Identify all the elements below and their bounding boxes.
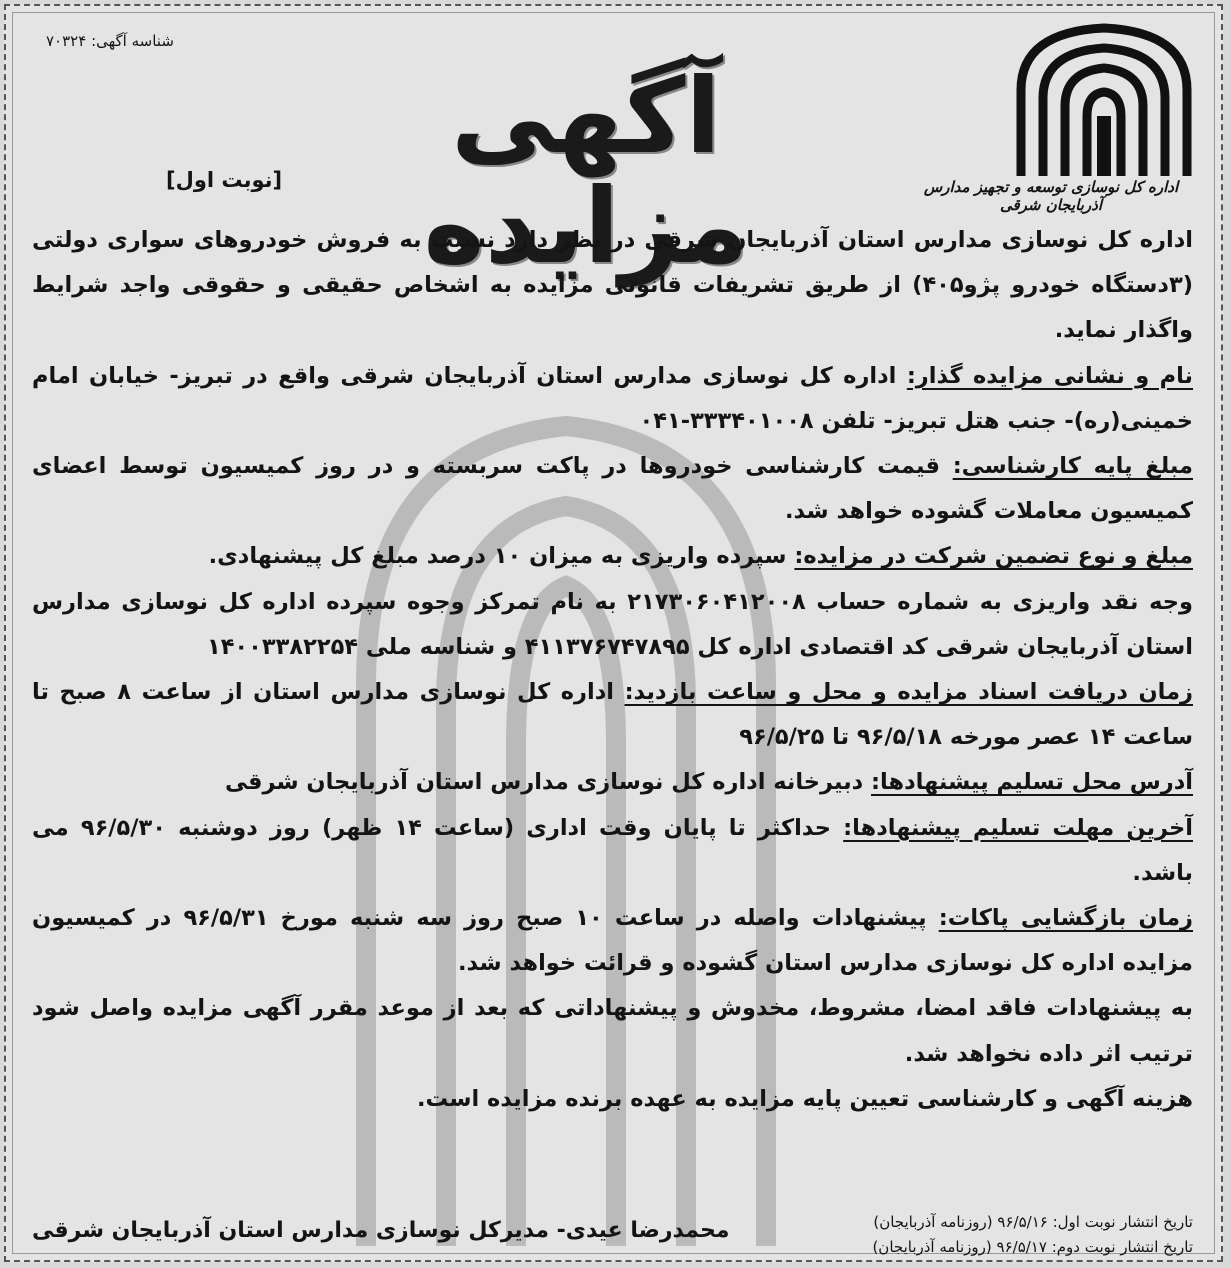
guarantee-text: سپرده واریزی به میزان ۱۰ درصد مبلغ کل پیشنهادی. xyxy=(208,543,795,570)
docs-text: اداره کل نوسازی مدارس استان از ساعت ۸ صبح تا ساعت ۱۴ عصر مورخه ۹۶/۵/۱۸ تا ۹۶/۵/۲۵ xyxy=(32,679,1193,751)
guarantee-paragraph xyxy=(32,534,1193,579)
base-price-text: قیمت کارشناسی خودروها در پاکت سربسته و در روز کمیسیون توسط اعضای کمیسیون معاملات گشوده خواهد شد. xyxy=(32,453,1193,525)
opening-label: زمان بازگشایی پاکات: xyxy=(938,905,1193,932)
docs-label: زمان دریافت اسناد مزایده و محل و ساعت بازدید: xyxy=(624,679,1193,706)
base-price-label: مبلغ پایه کارشناسی: xyxy=(952,453,1193,480)
publication-date-second: تاریخ انتشار نوبت دوم: ۹۶/۵/۱۷ (روزنامه آذربایجان) xyxy=(872,1238,1193,1256)
ad-body xyxy=(32,218,1193,1122)
deposit-paragraph: وجه نقد واریزی به شماره حساب ۲۱۷۳۰۶۰۴۱۲۰۰۸ به نام تمرکز وجوه سپرده اداره کل نوسازی مدارس استان آذربایجان شرقی کد اقتصادی اداره کل ۴۱۱۳۷۶۷۴۷۸۹۵ و شناسه ملی ۱۴۰۰۳۳۸۲۲۵۴ xyxy=(32,588,1193,660)
organization-signature: اداره کل نوسازی توسعه و تجهیز مدارس آذربایجان شرقی xyxy=(923,178,1179,214)
address-text: دبیرخانه اداره کل نوسازی مدارس استان آذربایجان شرقی xyxy=(224,769,872,796)
base-price-paragraph xyxy=(32,444,1193,534)
ad-id: شناسه آگهی: ۷۰۳۲۴ xyxy=(46,32,174,50)
deadline-text: حداکثر تا پایان وقت اداری (ساعت ۱۴ ظهر) روز دوشنبه ۹۶/۵/۳۰ می باشد. xyxy=(32,814,1193,886)
round-label: [نوبت اول] xyxy=(166,168,283,192)
publication-date-first: تاریخ انتشار نوبت اول: ۹۶/۵/۱۶ (روزنامه آذربایجان) xyxy=(873,1213,1193,1231)
address-paragraph xyxy=(32,760,1193,805)
organizer-paragraph xyxy=(32,354,1193,444)
docs-paragraph xyxy=(32,670,1193,760)
page-title: آگهی مزایده xyxy=(423,55,749,287)
organizer-text: اداره کل نوسازی مدارس استان آذربایجان شرقی واقع در تبریز- خیابان امام خمینی(ره)- جنب هتل تبریز- تلفن ۳۳۳۴۰۱۰۰۸-۰۴۱ xyxy=(32,362,1193,434)
organizer-label: نام و نشانی مزایده گذار: xyxy=(906,362,1194,389)
opening-paragraph xyxy=(32,896,1193,986)
invalid-offers-paragraph: به پیشنهادات فاقد امضا، مشروط، مخدوش و پیشنهاداتی که بعد از موعد مقرر آگهی مزایده واصل شود ترتیب اثر داده نخواهد شد. xyxy=(32,995,1193,1067)
opening-text: پیشنهادات واصله در ساعت ۱۰ صبح روز سه شنبه مورخ ۹۶/۵/۳۱ در کمیسیون مزایده اداره کل نوسازی مدارس استان گشوده و قرائت خواهد شد. xyxy=(32,905,1193,977)
deadline-label: آخرین مهلت تسلیم پیشنهادها: xyxy=(843,814,1193,841)
guarantee-label: مبلغ و نوع تضمین شرکت در مزایده: xyxy=(794,543,1193,570)
footer xyxy=(32,1210,1193,1260)
deadline-paragraph xyxy=(32,806,1193,896)
ad-frame xyxy=(4,4,1223,1262)
intro-paragraph: اداره کل نوسازی مدارس استان آذربایجان شرقی در نظر دارد نسبت به فروش خودروهای سواری دولتی (۳دستگاه خودرو پژو۴۰۵) از طریق تشریفات قانونی مزایده به اشخاص حقیقی و حقوقی واجد شرایط واگذار نماید. xyxy=(32,227,1193,344)
publication-dates xyxy=(872,1210,1193,1260)
cost-paragraph: هزینه آگهی و کارشناسی تعیین پایه مزایده به عهده برنده مزایده است. xyxy=(416,1085,1193,1112)
organization-logo-icon xyxy=(1009,20,1199,180)
director-signature: محمدرضا عیدی- مدیرکل نوسازی مدارس استان آذربایجان شرقی xyxy=(32,1218,730,1243)
address-label: آدرس محل تسلیم پیشنهادها: xyxy=(871,769,1193,796)
